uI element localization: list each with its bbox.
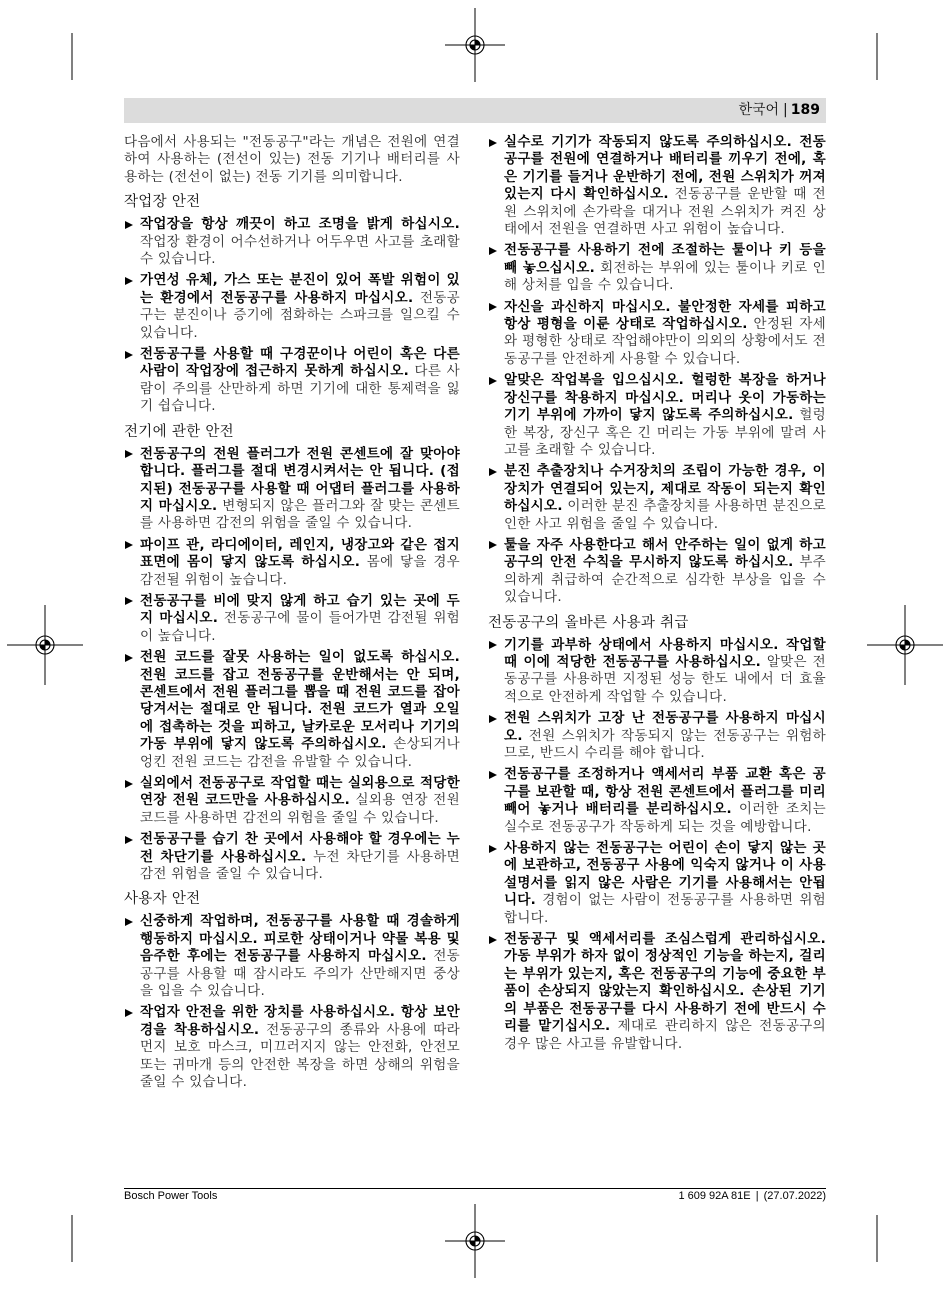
safety-explanation: 안정된 자세와 평형한 상태로 작업해야만이 의외의 상황에서도 전동공구를 안전하게 사용할 수 있습니다.: [504, 316, 826, 367]
safety-item: [124, 216, 460, 268]
safety-warning: 전동공구를 비에 맞지 않게 하고 습기 있는 곳에 두지 마십시오.: [140, 592, 460, 627]
safety-item: [488, 710, 826, 762]
safety-item: [488, 637, 826, 707]
safety-warning: 실수로 기기가 작동되지 않도록 주의하십시오. 전동공구를 전원에 연결하거나 배터리를 끼우기 전에, 혹은 기기를 들거나 운반하기 전에, 전원 스위치가 꺼져 있는지 다시 확인하십시오.: [504, 134, 826, 203]
section-heading: 전동공구의 올바른 사용과 취급: [488, 614, 689, 631]
bullet-arrow-icon: [125, 836, 133, 844]
bullet-arrow-icon: [125, 780, 133, 788]
language-label: 한국어: [738, 102, 780, 118]
footer-brand: Bosch Power Tools: [124, 1190, 218, 1202]
safety-explanation: 부주의하게 취급하여 순간적으로 심각한 부상을 입을 수 있습니다.: [504, 554, 826, 606]
page-header: [124, 98, 826, 123]
safety-warning: 기기를 과부하 상태에서 사용하지 마십시오. 작업할 때 이에 적당한 전동공구를 사용하십시오.: [504, 636, 826, 670]
safety-warning: 전동공구를 습기 찬 곳에서 사용해야 할 경우에는 누전 차단기를 사용하십시오.: [140, 831, 460, 865]
document-number: 1 609 92A 81E: [678, 1190, 751, 1202]
safety-explanation: 작업장 환경이 어수선하거나 어두우면 사고를 초래할 수 있습니다.: [140, 233, 460, 268]
safety-warning: 전동공구를 사용하기 전에 조절하는 툴이나 키 등을 빼 놓으십시오.: [504, 242, 826, 276]
page-number: 189: [790, 102, 820, 118]
safety-warning: 파이프 관, 라디에이터, 레인지, 냉장고와 같은 접지 표면에 몸이 닿지 않도록 하십시오.: [140, 536, 460, 571]
safety-warning: 신중하게 작업하며, 전동공구를 사용할 때 경솔하게 행동하지 마십시오. 피로한 상태이거나 약물 복용 및 음주한 후에는 전동공구를 사용하지 마십시오.: [140, 913, 460, 965]
safety-item: [488, 840, 826, 927]
safety-explanation: 전동공구를 사용할 때 잠시라도 주의가 산만해지면 중상을 입을 수 있습니다.: [140, 948, 460, 1000]
left-column: [124, 134, 460, 1096]
safety-item: [488, 931, 826, 1053]
section-power-tool-use-and-care: [488, 614, 826, 1053]
bullet-arrow-icon: [125, 351, 133, 359]
safety-explanation: 헐렁한 복장, 장신구 혹은 긴 머리는 가동 부위에 말려 사고를 초래할 수 있습니다.: [504, 407, 826, 458]
safety-item: [124, 593, 460, 645]
bullet-arrow-icon: [125, 541, 133, 549]
safety-item: [488, 766, 826, 836]
safety-item: [124, 1004, 460, 1091]
footer-separator: |: [755, 1190, 759, 1202]
safety-warning: 자신을 과신하지 마십시오. 불안정한 자세를 피하고 항상 평형을 이룬 상태로 작업하십시오.: [504, 298, 826, 333]
bullet-arrow-icon: [125, 597, 133, 605]
safety-warning: 전원 코드를 잘못 사용하는 일이 없도록 하십시오. 전원 코드를 잡고 전동공구를 운반해서는 안 되며, 콘센트에서 전원 플러그를 뽑을 때 전원 코드를 잡아 당겨서는 절대로 안 됩니다. 전원 코드가 열과 오일에 접촉하는 것을 피하고, 날카로운 모서리나 기기의 가동 부위에 닿지 않도록 주의하십시오.: [140, 649, 460, 753]
bullet-arrow-icon: [489, 247, 497, 255]
safety-warning: 전동공구를 사용할 때 구경꾼이나 어린이 혹은 다른 사람이 작업장에 접근하지 못하게 하십시오.: [140, 346, 460, 380]
safety-explanation: 회전하는 부위에 있는 툴이나 키로 인해 상처를 입을 수 있습니다.: [504, 259, 826, 294]
safety-explanation: 손상되거나 엉킨 전원 코드는 감전을 유발할 수 있습니다.: [140, 736, 461, 770]
safety-item: [488, 372, 826, 459]
safety-item: [488, 299, 826, 369]
safety-item: [124, 913, 460, 1000]
bullet-arrow-icon: [489, 936, 497, 944]
section-work-area-safety: [124, 193, 460, 415]
safety-warning: 전원 스위치가 고장 난 전동공구를 사용하지 마십시오.: [504, 710, 826, 744]
safety-explanation: 전원 스위치가 작동되지 않는 전동공구는 위험하므로, 반드시 수리를 해야 합니다.: [504, 727, 827, 761]
safety-warning: 전동공구의 전원 플러그가 전원 콘센트에 잘 맞아야 합니다. 플러그를 절대 변경시켜서는 안 됩니다. (접지된) 전동공구를 사용할 때 어댑터 플러그를 사용하지 마십시오.: [140, 445, 460, 514]
document-date: (27.07.2022): [763, 1190, 826, 1202]
section-heading: 작업장 안전: [124, 194, 201, 211]
registration-mark-bottom: [445, 1204, 505, 1278]
registration-mark-right: [867, 605, 943, 685]
safety-explanation: 변형되지 않은 플러그와 잘 맞는 콘센트를 사용하면 감전의 위험을 줄일 수 있습니다.: [140, 497, 460, 532]
safety-item: [124, 346, 460, 416]
registration-mark-left: [7, 605, 83, 685]
footer-rule: [124, 1188, 826, 1189]
bullet-arrow-icon: [125, 450, 133, 458]
section-heading: 전기에 관한 안전: [124, 423, 234, 440]
safety-item: [124, 649, 460, 771]
safety-warning: 분진 추출장치나 수거장치의 조립이 가능한 경우, 이 장치가 연결되어 있는지, 제대로 작동이 되는지 확인하십시오.: [504, 463, 826, 515]
header-text: [738, 102, 820, 119]
bullet-arrow-icon: [125, 654, 133, 662]
section-electrical-safety: [124, 423, 460, 884]
header-separator: |: [783, 102, 788, 118]
safety-explanation: 알맞은 전동공구를 사용하면 지정된 성능 한도 내에서 더 효율적으로 안전하게 작업할 수 있습니다.: [504, 653, 826, 705]
safety-item: [124, 272, 460, 342]
safety-warning: 작업자 안전을 위한 장치를 사용하십시오. 항상 보안경을 착용하십시오.: [140, 1004, 460, 1038]
bullet-arrow-icon: [489, 541, 497, 549]
safety-warning: 가연성 유체, 가스 또는 분진이 있어 폭발 위험이 있는 환경에서 전동공구를 사용하지 마십시오.: [140, 272, 460, 306]
intro-paragraph: 다음에서 사용되는 "전동공구"라는 개념은 전원에 연결하여 사용하는 (전선이 있는) 전동 기기나 배터리를 사용하는 (전선이 없는) 전동 기기를 의미합니다.: [124, 134, 460, 185]
safety-item: [124, 775, 460, 827]
bullet-arrow-icon: [125, 277, 133, 285]
safety-explanation: 전동공구를 운반할 때 전원 스위치에 손가락을 대거나 전원 스위치가 켜진 상태에서 전원을 연결하면 사고 위험이 높습니다.: [504, 186, 826, 238]
right-column: [488, 134, 826, 1057]
safety-item: [488, 463, 826, 533]
safety-warning: 전동공구를 조정하거나 액세서리 부품 교환 혹은 공구를 보관할 때, 항상 전원 콘센트에서 플러그를 미리 빼어 놓거나 배터리를 분리하십시오.: [504, 766, 826, 818]
section-personal-safety-continued: [488, 134, 826, 607]
safety-warning: 사용하지 않는 전동공구는 어린이 손이 닿지 않는 곳에 보관하고, 전동공구 사용에 익숙지 않거나 이 사용 설명서를 읽지 않은 사람은 기기를 사용해서는 안됩니다.: [504, 840, 826, 909]
safety-explanation: 이러한 분진 추출장치를 사용하면 분진으로 인한 사고 위험을 줄일 수 있습니다.: [504, 498, 826, 532]
safety-explanation: 실외용 연장 전원 코드를 사용하면 감전의 위험을 줄일 수 있습니다.: [140, 792, 460, 826]
safety-explanation: 전동공구에 물이 들어가면 감전될 위험이 높습니다.: [140, 610, 461, 644]
safety-warning: 실외에서 전동공구로 작업할 때는 실외용으로 적당한 연장 전원 코드만을 사용하십시오.: [140, 775, 460, 809]
safety-item: [488, 537, 826, 607]
bullet-arrow-icon: [125, 221, 133, 229]
bullet-arrow-icon: [489, 715, 497, 723]
safety-warning: 툴을 자주 사용한다고 해서 안주하는 일이 없게 하고 공구의 안전 수칙을 무시하지 않도록 하십시오.: [504, 536, 826, 571]
section-personal-safety: [124, 890, 460, 1091]
safety-warning: 작업장을 항상 깨끗이 하고 조명을 밝게 하십시오.: [140, 216, 460, 233]
safety-item: [124, 446, 460, 533]
safety-warning: 전동공구 및 액세서리를 조심스럽게 관리하십시오. 가동 부위가 하자 없이 정상적인 기능을 하는지, 걸리는 부위가 있는지, 혹은 전동공구의 기능에 중요한 부품이 손상되지 않았는지 확인하십시오. 손상된 기기의 부품은 전동공구를 다시 사용하기 전에 반드시 수리를 맡기십시오.: [504, 931, 826, 1035]
bullet-arrow-icon: [125, 918, 133, 926]
safety-explanation: 몸에 닿을 경우 감전될 위험이 높습니다.: [140, 554, 461, 588]
bullet-arrow-icon: [489, 139, 497, 147]
section-heading: 사용자 안전: [124, 891, 201, 908]
safety-item: [488, 134, 826, 238]
bullet-arrow-icon: [489, 468, 497, 476]
safety-item: [124, 831, 460, 883]
bullet-arrow-icon: [489, 771, 497, 779]
safety-explanation: 전동공구는 분진이나 증기에 점화하는 스파크를 일으킬 수 있습니다.: [140, 289, 460, 341]
bullet-arrow-icon: [489, 845, 497, 853]
safety-explanation: 전동공구의 종류와 사용에 따라 먼지 보호 마스크, 미끄러지지 않는 안전화, 안전모 또는 귀마개 등의 안전한 복장을 하면 상해의 위험을 줄일 수 있습니다.: [140, 1021, 461, 1091]
registration-mark-top: [445, 8, 505, 82]
safety-warning: 알맞은 작업복을 입으십시오. 헐렁한 복장을 하거나 장신구를 착용하지 마십시오. 머리나 옷이 가동하는 기기 부위에 가까이 닿지 않도록 주의하십시오.: [504, 372, 826, 424]
safety-explanation: 누전 차단기를 사용하면 감전 위험을 줄일 수 있습니다.: [140, 848, 460, 883]
safety-explanation: 이러한 조치는 실수로 전동공구가 작동하게 되는 것을 예방합니다.: [504, 801, 827, 835]
safety-explanation: 다른 사람이 주의를 산만하게 하면 기기에 대한 통제력을 잃기 쉽습니다.: [140, 363, 460, 415]
safety-explanation: 제대로 관리하지 않은 전동공구의 경우 많은 사고를 유발합니다.: [504, 1018, 826, 1052]
safety-item: [488, 242, 826, 294]
bullet-arrow-icon: [489, 641, 497, 649]
bullet-arrow-icon: [489, 377, 497, 385]
footer-doc-info: [678, 1190, 826, 1203]
bullet-arrow-icon: [489, 303, 497, 311]
safety-item: [124, 537, 460, 589]
safety-explanation: 경험이 없는 사람이 전동공구를 사용하면 위험합니다.: [504, 892, 827, 926]
bullet-arrow-icon: [125, 1009, 133, 1017]
